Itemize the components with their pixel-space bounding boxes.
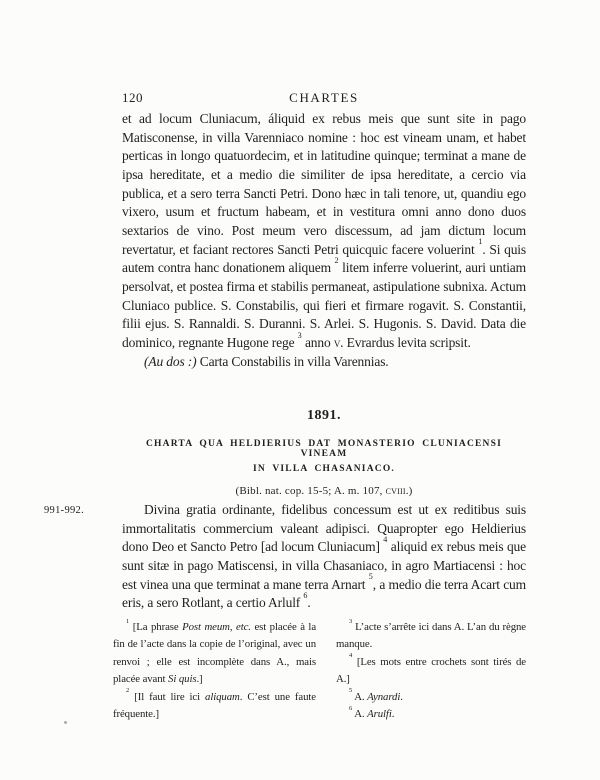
charter-title-line2: IN VILLA CHASANIACO. [252, 464, 395, 474]
footnote-4: $^4$ [Les mots entre crochets sont tirés de A.] [336, 652, 526, 686]
scan-speck [64, 721, 67, 724]
footnotes-section [113, 619, 526, 734]
charter-title-line1: CHARTA QUA HELDIERIUS DAT MONASTERIO CLUNIACENSI VINEAM [146, 439, 502, 459]
charter-1891-heading [122, 408, 526, 497]
page-number: 120 [122, 90, 143, 105]
footnote-2: $^2$ [Il faut lire ici aliquam. C’est une faute fréquente.] [113, 687, 316, 721]
charter-1891-block [122, 501, 526, 613]
running-head [122, 90, 526, 108]
footnotes-right-column [336, 619, 526, 723]
au-dos-line: (Au dos :) Carta Constabilis in villa Varennias. [144, 353, 389, 369]
footnote-1: $^1$ [La phrase Post meum, etc. est placée à la fin de l’acte dans la copie de l’original, avec un renvoi ; elle est incomplète dans A., mais placée avant Si quis.] [113, 617, 317, 686]
footnote-6: $^6$ A. Arulfi. [349, 704, 395, 721]
charter-continuation-paragraph: et ad locum Cluniacum, áliquid ex rebus meis que sunt site in pago Matisconense, in villa Varenniaco nomine : hoc est vineam unam, et habet perticas in longo quatuordecim, et in latitudine quinque; terminat a mane de ipsa hereditate, et a medio die similiter de ipsa hereditate, a cercio via publica, et a sero terra Sancti Petri. Dono hæc in tali tenore, ut, quandiu ego vixero, usum et fructum habeam, et in vestitura omni anno dono duos sextarios de vino. Post meum vero discessum, ad jam dictum locum revertatur, et faciant rectores Sancti Petri quicquic facere voluerint $^1$. Si quis autem contra hanc donationem aliquem $^2$ litem inferre voluerint, auri untiam persolvat, et postea firma et stabilis permaneat, astipulatione subnixa. Actum Cluniaco publice. S. Constabilis, qui fieri et firmare rogavit. S. Constantii, filii ejus. S. Rannaldi. S. Duranni. S. Arlei. S. Hugonis. S. David. Data die dominico, regnante Hugone rege $^3$ anno v. Evrardus levita scripsit. [122, 111, 526, 350]
margin-column-reference: 991-992. [44, 505, 85, 516]
charter-continuation-block [122, 110, 526, 371]
charter-number: 1891. [307, 408, 341, 423]
footnote-3: $^3$ L’acte s’arrête ici dans A. L’an du règne manque. [336, 617, 526, 651]
running-title: CHARTES [289, 90, 359, 105]
charter-1891-paragraph: Divina gratia ordinante, fidelibus concessum est ut ex reditibus suis immortalitatis commercium valeant adipisci. Quapropter ego Heldierius dono Deo et Sancto Petro [ad locum Cluniacum] $^4$ aliquid ex rebus meis que sunt sitæ in pago Matiscensi, in villa Chasaniaco, in agro Martiacensi : hoc est vinea una que terminat a mane terra Arnart $^5$, a medio die terra Acart cum eris, a sero Rotlant, a certio Arlulf $^6$. [122, 502, 526, 611]
footnote-5: $^5$ A. Aynardi. [349, 687, 403, 703]
charter-citation: (Bibl. nat. cop. 15-5; A. m. 107, cviii.) [235, 485, 413, 497]
footnotes-left-column [113, 619, 316, 723]
